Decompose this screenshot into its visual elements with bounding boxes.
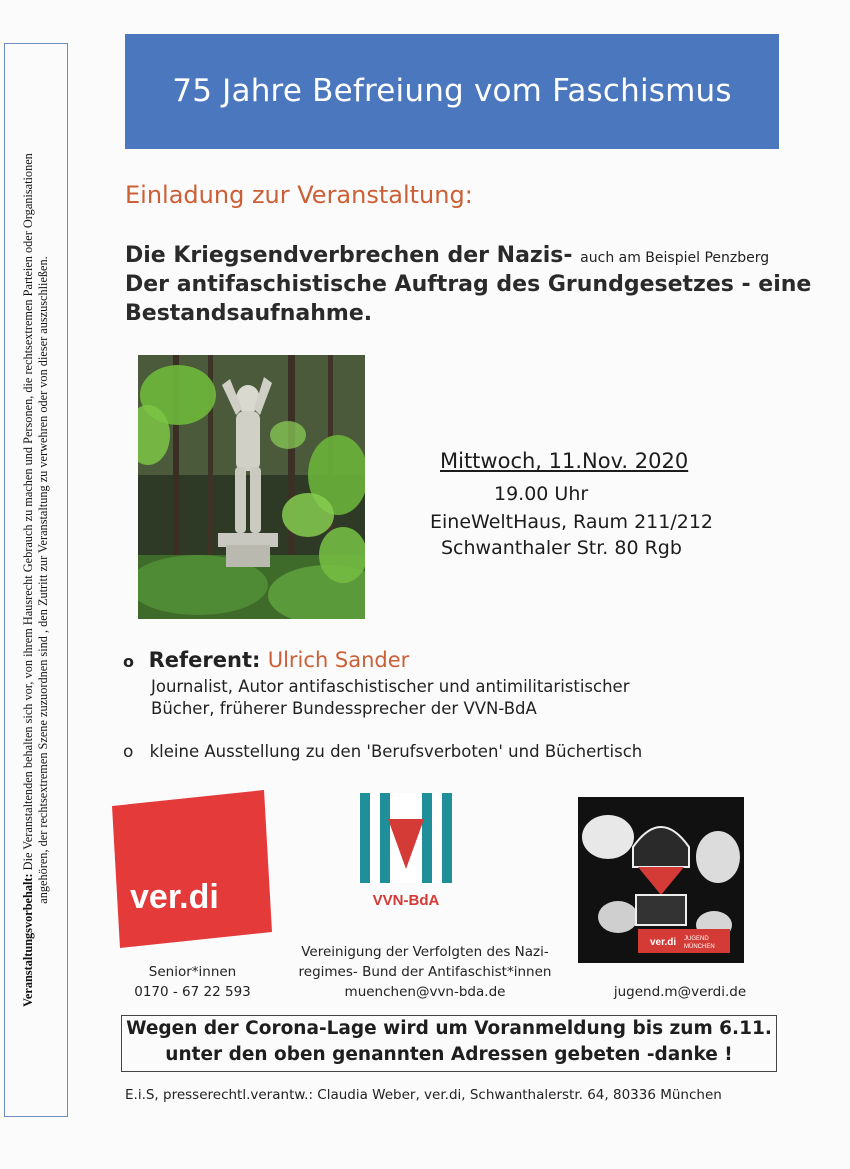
verdi-contact-line2: 0170 - 67 22 593 [134,984,251,1000]
event-place: EineWeltHaus, Raum 211/212 [430,511,714,533]
speaker-line [123,648,409,672]
event-street: Schwanthaler Str. 80 Rgb [441,537,682,559]
topic-line-1 [125,243,769,268]
side-notice-lead: Veranstaltungsvorbehalt: [21,873,35,1007]
exhibit-text: kleine Ausstellung zu den 'Berufsverboten' und Büchertisch [149,742,643,761]
verdi-contact-line1: Senior*innen [148,964,237,980]
topic-line-2: Der antifaschistische Auftrag des Grundgesetzes - eine [125,272,812,297]
event-date: Mittwoch, 11.Nov. 2020 [440,449,689,473]
vvn-logo [358,793,454,909]
statue-photo [138,355,365,619]
verdi-logo [112,790,272,948]
speaker-desc-1: Journalist, Autor antifaschistischer und antimilitaristischer [151,677,630,696]
banner-title: 75 Jahre Befreiung vom Faschismus [172,73,732,109]
invitation-heading: Einladung zur Veranstaltung: [125,181,473,209]
topic-line-1-text: Die Kriegsendverbrechen der Nazis- [125,243,573,268]
vvn-contact-line1: Vereinigung der Verfolgten des Nazi- [301,944,549,960]
speaker-name: Ulrich Sander [267,648,410,672]
corona-notice-line1: Wegen der Corona-Lage wird um Voranmeldung bis zum 6.11. [126,1018,772,1039]
vvn-logo-text: VVN-BdA [372,892,440,909]
verdi-logo-text: ver.di [130,878,219,916]
jugend-contact: jugend.m@verdi.de [613,984,747,1000]
exhibit-bullet: o [123,742,134,762]
speaker-desc-2: Bücher, früherer Bundessprecher der VVN-BdA [151,699,537,718]
exhibit-line [123,742,642,762]
jugend-logo-tag: JUGEND [684,936,709,942]
jugend-logo-verdi: ver.di [650,937,677,948]
side-notice-line1: Die Veranstaltenden behalten sich vor, von ihrem Hausrecht Gebrauch zu machen und Personen, die rechtsextremen Parteien oder Organisationen [21,153,35,871]
imprint: E.i.S, presserechtl.verantw.: Claudia Weber, ver.di, Schwanthalerstr. 64, 80336 München [125,1087,722,1103]
verdi-jugend-logo [578,797,744,963]
speaker-label: Referent: [148,648,261,672]
verdi-contact [120,962,265,1002]
vvn-contact-line3: muenchen@vvn-bda.de [344,984,506,1000]
vvn-contact [290,942,560,1002]
speaker-bullet: o [123,652,134,671]
side-notice [21,45,51,1115]
corona-notice-line2: unter den oben genannten Adressen gebeten -danke ! [165,1044,733,1065]
event-time: 19.00 Uhr [494,483,589,505]
topic-line-3: Bestandsaufnahme. [125,301,373,326]
side-notice-line2: angehören, der rechtsextremen Szene zuzuordnen sind , den Zutritt zur Veranstaltung zu verwehren oder von dieser auszuschließen. [36,256,50,904]
topic-line-1-small: auch am Beispiel Penzberg [580,250,770,266]
jugend-logo-city: MÜNCHEN [684,944,715,950]
vvn-contact-line2: regimes- Bund der Antifaschist*innen [298,964,552,980]
